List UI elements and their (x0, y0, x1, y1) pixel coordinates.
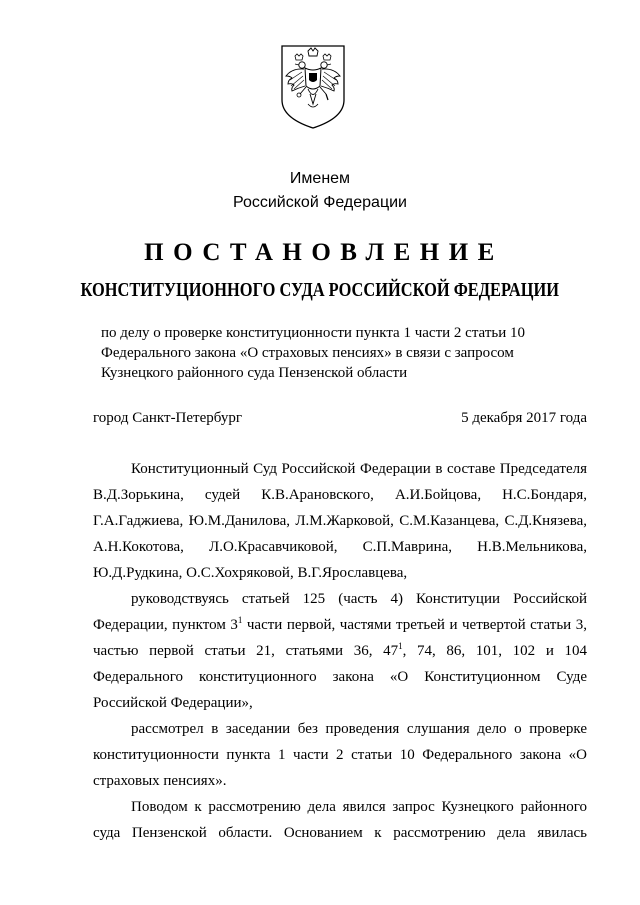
paragraph-consideration (93, 716, 587, 794)
paragraph-legal-basis (93, 586, 587, 716)
document-title: ПОСТАНОВЛЕНИЕ (144, 239, 504, 266)
text-line: Поводом к рассмотрению дела явился запрос Кузнецкого районного (131, 799, 587, 815)
paragraph-court-composition (93, 456, 587, 586)
text-line: руководствуясь статьей 125 (часть 4) Конституции Российской (131, 591, 587, 607)
document-subtitle (0, 279, 640, 302)
superscript: 1 (237, 615, 243, 625)
case-subject-line: Федерального закона «О страховых пенсиях» в связи с запросом (101, 345, 514, 361)
text-line: страховых пенсиях». (93, 773, 227, 789)
text-segment: , 74, 86, 101, 102 и 104 (402, 643, 587, 659)
document-subtitle-text: КОНСТИТУЦИОННОГО СУДА РОССИЙСКОЙ ФЕДЕРАЦИИ (80, 279, 560, 301)
text-line: В.Д.Зорькина, судей К.В.Арановского, А.И.Бойцова, Н.С.Бондаря, (93, 487, 587, 503)
text-line: Конституционный Суд Российской Федерации в составе Председателя (131, 461, 587, 477)
text-line: А.Н.Кокотова, Л.О.Красавчиковой, С.П.Маврина, Н.В.Мельникова, (93, 539, 587, 555)
city: город Санкт-Петербург (93, 410, 242, 426)
text-line: суда Пензенской области. Основанием к рассмотрению дела явилась (93, 825, 587, 841)
text-line (93, 638, 587, 664)
superscript: 1 (398, 641, 403, 651)
case-subject-line: Кузнецкого районного суда Пензенской области (101, 365, 408, 381)
case-subject-line: по делу о проверке конституционности пункта 1 части 2 статьи 10 (101, 325, 525, 341)
text-line: конституционности пункта 1 части 2 статьи 10 Федерального закона «О (93, 747, 587, 763)
text-line: Российской Федерации», (93, 695, 253, 711)
text-segment: части первой, частями третьей и четвертой статьи 3, (242, 617, 587, 633)
header-line-2: Российской Федерации (233, 194, 407, 211)
text-line: рассмотрел в заседании без проведения слушания дело о проверке (131, 721, 587, 737)
decision-date: 5 декабря 2017 года (461, 410, 587, 426)
text-segment: Федерации, пунктом 3 (93, 617, 238, 633)
text-line (93, 612, 587, 638)
text-line: Ю.Д.Рудкина, О.С.Хохряковой, В.Г.Ярославцева, (93, 565, 408, 581)
russian-coat-of-arms-icon (278, 42, 348, 130)
header-line-1: Именем (289, 170, 351, 187)
case-subject (101, 323, 561, 383)
text-line: Г.А.Гаджиева, Ю.М.Данилова, Л.М.Жарковой, С.М.Казанцева, С.Д.Князева, (93, 513, 587, 529)
text-line: Федерального конституционного закона «О Конституционном Суде (93, 669, 587, 685)
paragraph-grounds (93, 794, 587, 846)
text-segment: частью первой статьи 21, статьями 36, 47 (93, 643, 399, 659)
